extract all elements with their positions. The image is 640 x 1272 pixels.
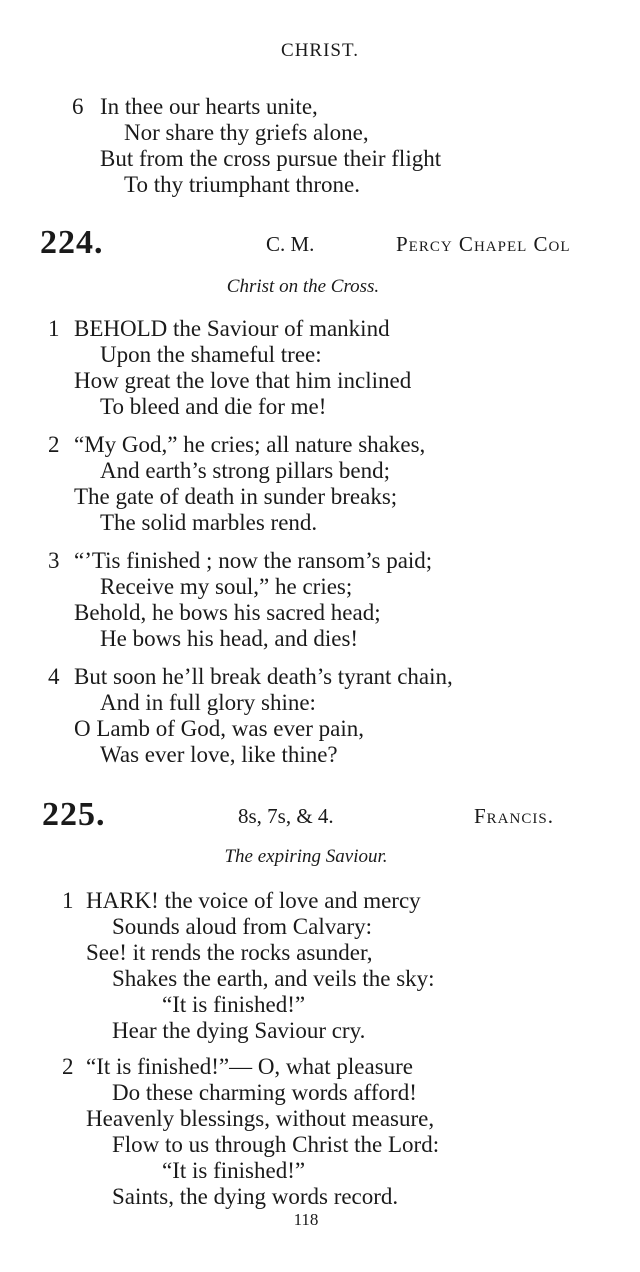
page-header: CHRIST. [281,40,359,61]
verse-line: Upon the shameful tree: [100,342,322,367]
verse-line: “’Tis finished ; now the ransom’s paid; [74,548,433,573]
verse-number: 1 [62,888,74,913]
verse-line: How great the love that him inclined [74,368,412,393]
verse-line: Shakes the earth, and veils the sky: [112,966,435,991]
verse-line: “It is finished!” [162,1158,306,1183]
verse-number: 6 [72,94,84,119]
verse-line: To bleed and die for me! [100,394,327,419]
verse-line: O Lamb of God, was ever pain, [74,716,364,741]
verse-line: To thy triumphant throne. [124,172,361,197]
page-number: 118 [293,1210,319,1229]
verse-line: Was ever love, like thine? [100,742,338,767]
verse-line: “My God,” he cries; all nature shakes, [74,432,426,457]
verse-line: Receive my soul,” he cries; [100,574,353,599]
hymn-meter: C. M. [266,232,315,256]
verse-line: In thee our hearts unite, [100,94,318,119]
verse-line: And earth’s strong pillars bend; [100,458,391,483]
verse-line: Saints, the dying words record. [112,1184,399,1209]
verse-line: And in full glory shine: [100,690,316,715]
verse-line: “It is finished!”— O, what pleasure [86,1054,414,1079]
verse-number: 4 [48,664,60,689]
verse-line: Behold, he bows his sacred head; [74,600,381,625]
hymn-number: 225. [42,796,106,833]
verse-line: The gate of death in sunder breaks; [74,484,398,509]
verse-line: Nor share thy griefs alone, [124,120,369,145]
verse-line: Do these charming words afford! [112,1080,417,1105]
verse-line: “It is finished!” [162,992,306,1017]
verse-line: The solid marbles rend. [100,510,318,535]
verse-line: BEHOLD the Saviour of mankind [74,316,390,341]
hymn-meter: 8s, 7s, & 4. [238,804,334,828]
verse-line: Heavenly blessings, without measure, [86,1106,435,1131]
verse-line: Sounds aloud from Calvary: [112,914,372,939]
hymn-title: The expiring Saviour. [224,846,388,867]
hymn-tune: Francis. [474,804,554,828]
verse-number: 2 [62,1054,74,1079]
verse-number: 2 [48,432,60,457]
verse-number: 3 [48,548,60,573]
verse-line: HARK! the voice of love and mercy [86,888,421,913]
hymn-number: 224. [40,224,104,261]
verse-line: See! it rends the rocks asunder, [86,940,373,965]
hymn-tune: Percy Chapel Col [396,232,571,256]
verse-line: Flow to us through Christ the Lord: [112,1132,440,1157]
verse-line: Hear the dying Saviour cry. [112,1018,366,1043]
hymn-title: Christ on the Cross. [226,276,380,297]
verse-line: But soon he’ll break death’s tyrant chain, [74,664,453,689]
verse-line: He bows his head, and dies! [100,626,359,651]
verse-line: But from the cross pursue their flight [100,146,442,171]
verse-number: 1 [48,316,60,341]
